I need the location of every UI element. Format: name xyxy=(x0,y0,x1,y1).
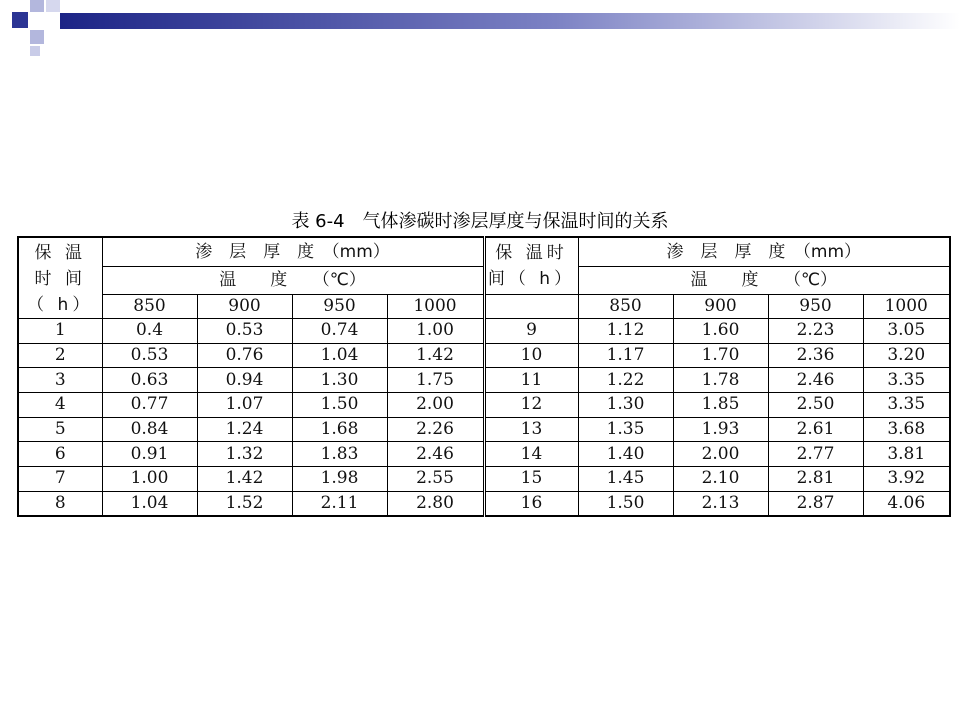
thickness-cell: 1.04 xyxy=(102,491,197,516)
thickness-cell: 2.00 xyxy=(673,442,768,467)
temperature-header-right: 温 度 （℃） xyxy=(578,267,950,295)
decor-square-light xyxy=(30,46,40,56)
temp-950: 950 xyxy=(768,294,863,318)
thickness-cell: 1.30 xyxy=(292,368,387,393)
table-row xyxy=(18,417,950,442)
thickness-cell: 0.94 xyxy=(197,368,292,393)
thickness-cell: 1.78 xyxy=(673,368,768,393)
thickness-cell: 2.61 xyxy=(768,417,863,442)
thickness-cell: 1.12 xyxy=(578,319,673,344)
table-row xyxy=(18,368,950,393)
thickness-cell: 1.07 xyxy=(197,393,292,418)
thickness-cell: 1.24 xyxy=(197,417,292,442)
thickness-cell: 2.55 xyxy=(387,467,484,492)
temp-850: 850 xyxy=(102,294,197,318)
temp-900: 900 xyxy=(673,294,768,318)
thickness-cell: 1.50 xyxy=(578,491,673,516)
hold-time-cell: 15 xyxy=(484,467,578,492)
thickness-cell: 1.17 xyxy=(578,343,673,368)
thickness-cell: 2.10 xyxy=(673,467,768,492)
thickness-cell: 1.93 xyxy=(673,417,768,442)
hold-time-cell: 6 xyxy=(18,442,102,467)
hold-time-cell: 8 xyxy=(18,491,102,516)
temp-950: 950 xyxy=(292,294,387,318)
temp-1000: 1000 xyxy=(863,294,950,318)
hold-time-cell: 4 xyxy=(18,393,102,418)
thickness-cell: 2.46 xyxy=(387,442,484,467)
thickness-cell: 1.60 xyxy=(673,319,768,344)
thickness-cell: 2.77 xyxy=(768,442,863,467)
hold-time-cell: 5 xyxy=(18,417,102,442)
thickness-cell: 1.70 xyxy=(673,343,768,368)
hold-time-cell: 14 xyxy=(484,442,578,467)
decor-square-light xyxy=(30,0,44,12)
thickness-cell: 3.05 xyxy=(863,319,950,344)
decor-gradient-bar xyxy=(60,13,960,29)
stub-line: （ h） xyxy=(27,295,94,315)
thickness-cell: 2.13 xyxy=(673,491,768,516)
thickness-cell: 0.91 xyxy=(102,442,197,467)
thickness-cell: 1.50 xyxy=(292,393,387,418)
thickness-cell: 2.26 xyxy=(387,417,484,442)
thickness-cell: 2.81 xyxy=(768,467,863,492)
hold-time-cell: 7 xyxy=(18,467,102,492)
thickness-cell: 2.46 xyxy=(768,368,863,393)
stub-line: 保 温时 xyxy=(495,243,568,263)
thickness-cell: 0.77 xyxy=(102,393,197,418)
thickness-cell: 1.45 xyxy=(578,467,673,492)
thickness-cell: 2.87 xyxy=(768,491,863,516)
thickness-cell: 0.76 xyxy=(197,343,292,368)
thickness-cell: 1.40 xyxy=(578,442,673,467)
thickness-cell: 2.00 xyxy=(387,393,484,418)
table-row xyxy=(18,393,950,418)
thickness-cell: 3.68 xyxy=(863,417,950,442)
thickness-cell: 0.74 xyxy=(292,319,387,344)
thickness-header-right: 渗 层 厚 度 （mm） xyxy=(578,237,950,267)
table-row xyxy=(18,442,950,467)
hold-time-cell: 11 xyxy=(484,368,578,393)
thickness-cell: 2.23 xyxy=(768,319,863,344)
hold-time-cell: 12 xyxy=(484,393,578,418)
thickness-cell: 1.32 xyxy=(197,442,292,467)
temp-1000: 1000 xyxy=(387,294,484,318)
thickness-cell: 2.11 xyxy=(292,491,387,516)
slide-header-decoration xyxy=(0,0,960,60)
thickness-cell: 1.68 xyxy=(292,417,387,442)
table-row xyxy=(18,491,950,516)
hold-time-cell: 3 xyxy=(18,368,102,393)
thickness-cell: 1.42 xyxy=(197,467,292,492)
thickness-cell: 0.53 xyxy=(197,319,292,344)
thickness-cell: 2.50 xyxy=(768,393,863,418)
thickness-cell: 1.00 xyxy=(387,319,484,344)
thickness-cell: 3.81 xyxy=(863,442,950,467)
thickness-cell: 0.63 xyxy=(102,368,197,393)
table-row xyxy=(18,467,950,492)
temperature-header-left: 温 度 （℃） xyxy=(102,267,484,295)
stub-header-right-blank xyxy=(484,294,578,318)
stub-line: 保 温 xyxy=(34,243,86,263)
stub-header-right xyxy=(484,237,578,294)
thickness-cell: 2.36 xyxy=(768,343,863,368)
thickness-cell: 1.98 xyxy=(292,467,387,492)
thickness-cell: 1.22 xyxy=(578,368,673,393)
thickness-cell: 1.52 xyxy=(197,491,292,516)
hold-time-cell: 10 xyxy=(484,343,578,368)
decor-square-light xyxy=(30,30,44,44)
thickness-header-left: 渗 层 厚 度 （mm） xyxy=(102,237,484,267)
thickness-cell: 0.53 xyxy=(102,343,197,368)
thickness-cell: 3.92 xyxy=(863,467,950,492)
table-row xyxy=(18,343,950,368)
thickness-cell: 1.83 xyxy=(292,442,387,467)
thickness-cell: 1.30 xyxy=(578,393,673,418)
table-title: 表 6-4 气体渗碳时渗层厚度与保温时间的关系 xyxy=(291,211,669,232)
thickness-cell: 4.06 xyxy=(863,491,950,516)
thickness-cell: 1.42 xyxy=(387,343,484,368)
thickness-cell: 1.00 xyxy=(102,467,197,492)
thickness-cell: 0.84 xyxy=(102,417,197,442)
thickness-cell: 2.80 xyxy=(387,491,484,516)
hold-time-cell: 2 xyxy=(18,343,102,368)
thickness-cell: 1.85 xyxy=(673,393,768,418)
thickness-cell: 1.75 xyxy=(387,368,484,393)
stub-line: 间（ h） xyxy=(487,269,576,289)
hold-time-cell: 13 xyxy=(484,417,578,442)
decor-square-dark xyxy=(12,12,28,28)
hold-time-cell: 16 xyxy=(484,491,578,516)
thickness-cell: 1.04 xyxy=(292,343,387,368)
table-row xyxy=(18,319,950,344)
thickness-cell: 3.35 xyxy=(863,368,950,393)
decor-square-light xyxy=(46,0,60,12)
thickness-cell: 0.4 xyxy=(102,319,197,344)
thickness-cell: 1.35 xyxy=(578,417,673,442)
thickness-cell: 3.20 xyxy=(863,343,950,368)
hold-time-cell: 1 xyxy=(18,319,102,344)
hold-time-cell: 9 xyxy=(484,319,578,344)
stub-line: 时 间 xyxy=(34,269,86,289)
data-table xyxy=(17,236,951,517)
temp-900: 900 xyxy=(197,294,292,318)
thickness-cell: 3.35 xyxy=(863,393,950,418)
stub-header-left xyxy=(18,237,102,319)
temp-850: 850 xyxy=(578,294,673,318)
